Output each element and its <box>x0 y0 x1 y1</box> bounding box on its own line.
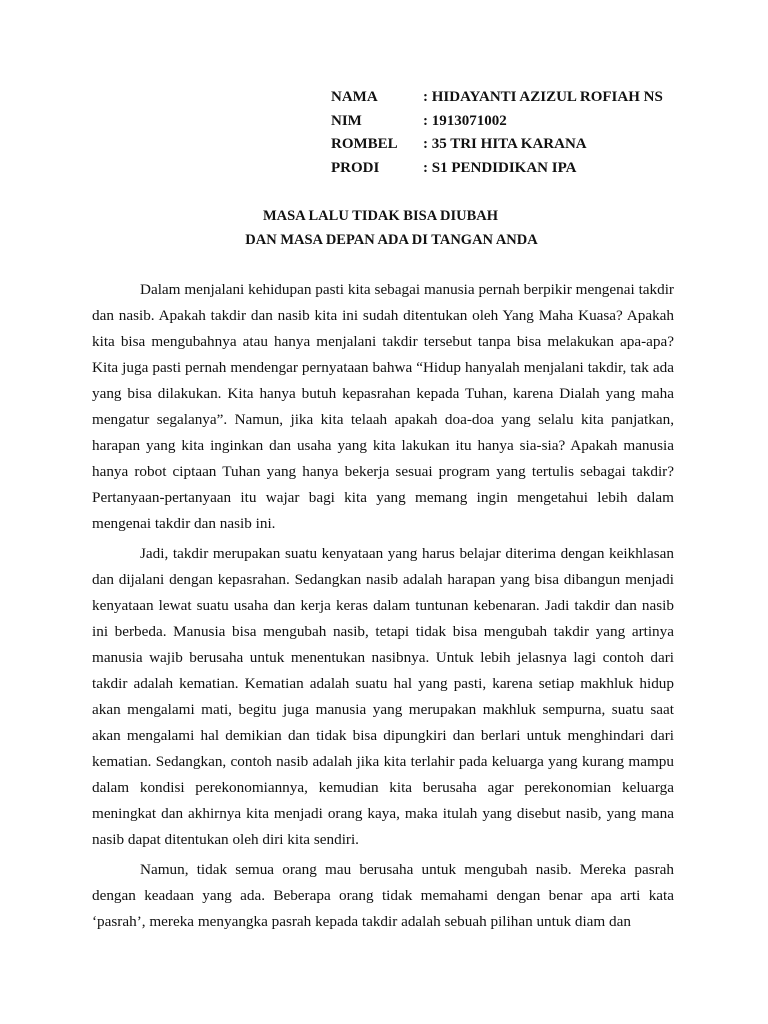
identity-row-rombel <box>331 133 663 157</box>
identity-value: : S1 PENDIDIKAN IPA <box>423 159 577 176</box>
identity-row-nama <box>331 86 663 110</box>
identity-label: ROMBEL <box>331 136 398 152</box>
identity-row-nim <box>331 110 663 134</box>
title-line-2: DAN MASA DEPAN ADA DI TANGAN ANDA <box>245 232 538 248</box>
identity-value: : 1913071002 <box>423 112 507 129</box>
identity-row-prodi <box>331 157 663 181</box>
identity-label: NAMA <box>331 89 378 105</box>
paragraph: Dalam menjalani kehidupan pasti kita sebagai manusia pernah berpikir mengenai takdir dan nasib. Apakah takdir dan nasib kita ini sudah ditentukan oleh Yang Maha Kuasa? Apakah kita bisa mengubahnya atau hanya menjalani takdir tersebut tanpa bisa melakukan apa-apa? Kita juga pasti pernah mendengar pernyataan bahwa “Hidup hanyalah menjalani takdir, tak ada yang bisa dilakukan. Kita hanya butuh kepasrahan kepada Tuhan, karena Dialah yang maha mengatur segalanya”. Namun, jika kita telaah apakah doa-doa yang selalu kita panjatkan, harapan yang kita inginkan dan usaha yang kita lakukan itu hanya sia-sia? Apakah manusia hanya robot ciptaan Tuhan yang hanya bekerja sesuai program yang tertulis sebagai takdir? Pertanyaan-pertanyaan itu wajar bagi kita yang memang ingin mengetahui lebih dalam mengenai takdir dan nasib ini. <box>92 281 674 532</box>
identity-label: NIM <box>331 112 362 129</box>
identity-value: : HIDAYANTI AZIZUL ROFIAH NS <box>423 89 663 105</box>
identity-block <box>331 86 663 180</box>
title-line-1: MASA LALU TIDAK BISA DIUBAH <box>262 208 498 224</box>
identity-label: PRODI <box>331 159 380 176</box>
paragraph: Namun, tidak semua orang mau berusaha untuk mengubah nasib. Mereka pasrah dengan keadaan yang ada. Beberapa orang tidak memahami dengan benar apa arti kata ‘pasrah’, mereka menyangka pasrah kepada takdir adalah sebuah pilihan untuk diam dan <box>92 861 674 930</box>
identity-value: : 35 TRI HITA KARANA <box>423 136 587 152</box>
paragraph: Jadi, takdir merupakan suatu kenyataan yang harus belajar diterima dengan keikhlasan dan dijalani dengan kepasrahan. Sedangkan nasib adalah harapan yang bisa dibangun menjadi kenyataan lewat suatu usaha dan kerja keras dalam tuntunan kebenaran. Jadi takdir dan nasib ini berbeda. Manusia bisa mengubah nasib, tetapi tidak bisa mengubah takdir yang artinya manusia wajib berusaha untuk menentukan nasibnya. Untuk lebih jelasnya lagi contoh dari takdir adalah kematian. Kematian adalah suatu hal yang pasti, karena setiap makhluk hidup akan mengalami mati, begitu juga manusia yang merupakan makhluk sempurna, suatu saat akan mengalami hal demikian dan tidak bisa dipungkiri dan berlari untuk menghindari dari kematian. Sedangkan, contoh nasib adalah jika kita terlahir pada keluarga yang kurang mampu dalam kondisi perekonomiannya, kemudian kita berusaha agar perekonomian keluarga meningkat dan akhirnya kita menjadi orang kaya, maka itulah yang disebut nasib, yang mana nasib dapat ditentukan oleh diri kita sendiri. <box>92 545 674 848</box>
document-title <box>0 204 768 252</box>
document-body <box>92 277 674 939</box>
